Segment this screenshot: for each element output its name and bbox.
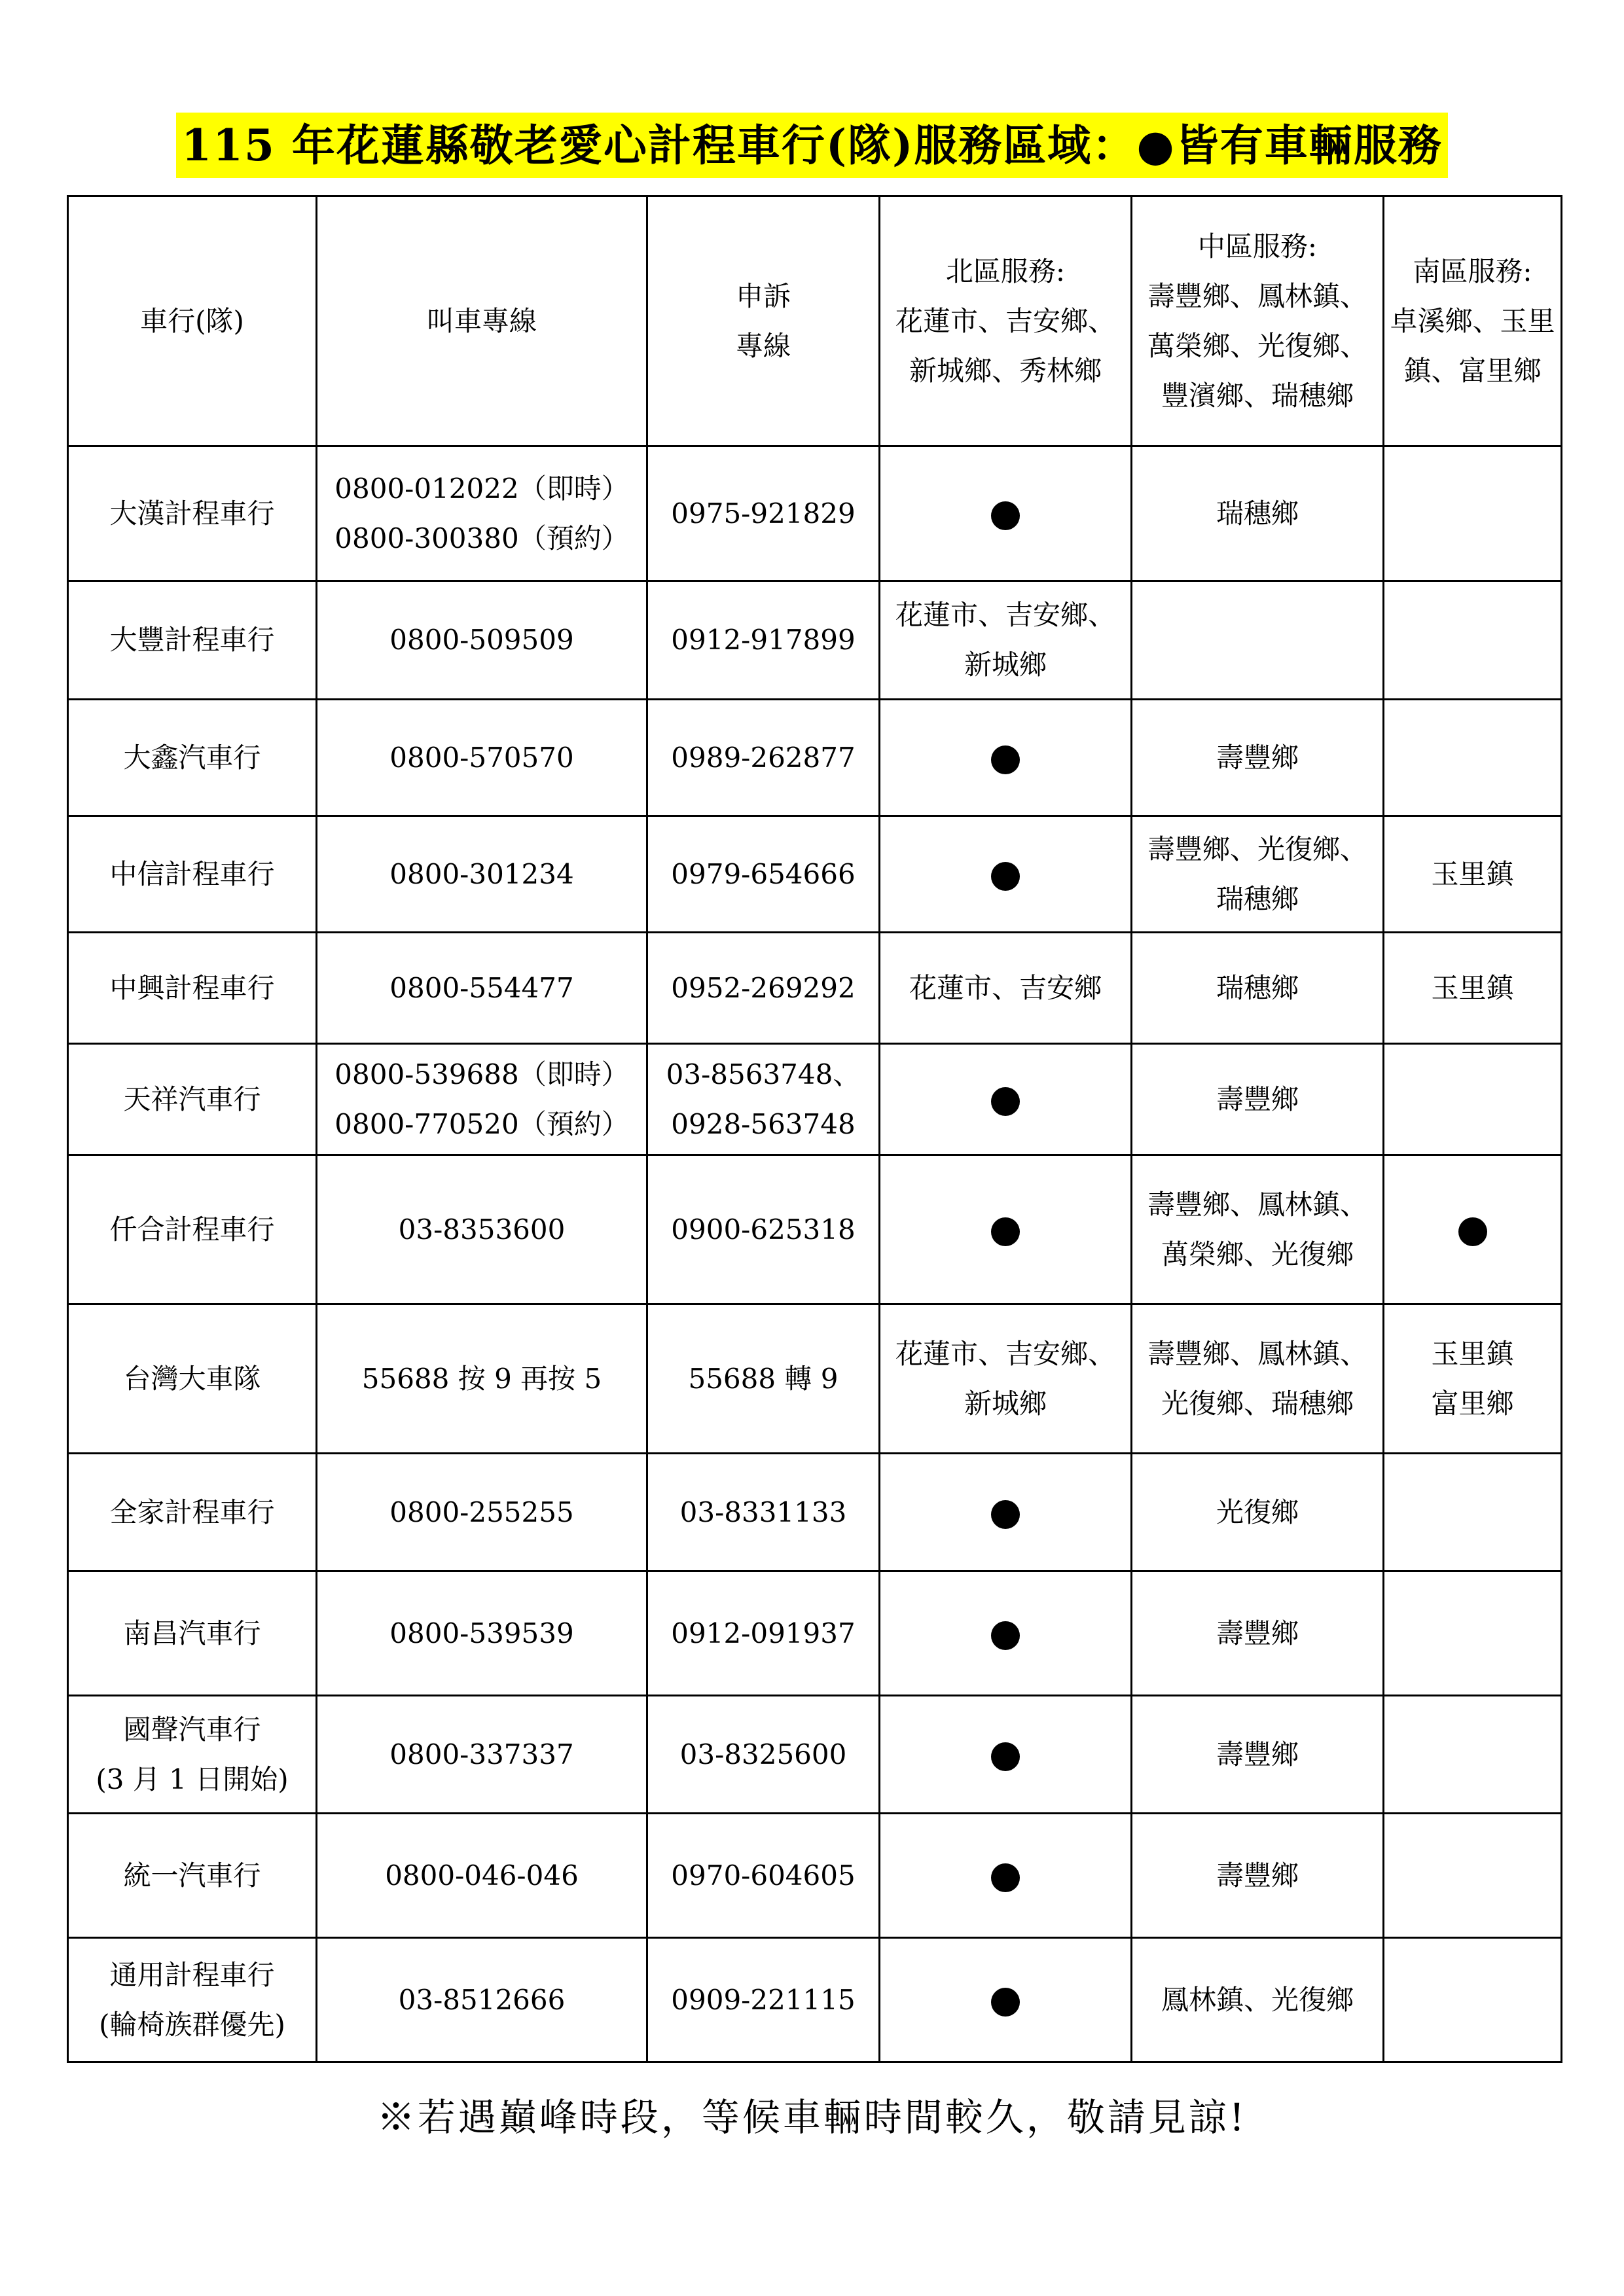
hotline-number-line: 0800-570570: [389, 741, 574, 774]
central-service: [1132, 816, 1384, 933]
company-name: [68, 1938, 317, 2062]
header-hotline: 叫車專線: [317, 196, 647, 446]
header-north-label: 北區服務:: [945, 255, 1066, 287]
service-dot-icon: [991, 501, 1020, 530]
complaint-number-line: 0989-262877: [671, 741, 856, 774]
central-service-text: 鳳林鎮、光復鄉: [1161, 1983, 1354, 2016]
company-name-line: 中信計程車行: [109, 857, 275, 890]
table-row: [68, 446, 1562, 581]
hotline-number: [317, 581, 647, 700]
south-service: [1384, 1938, 1562, 2062]
company-name-line: 大鑫汽車行: [123, 741, 261, 774]
table-row: [68, 1571, 1562, 1696]
central-service: [1132, 1571, 1384, 1696]
complaint-number: [647, 581, 880, 700]
hotline-number: [317, 1304, 647, 1454]
central-service-text: 瑞穗鄉: [1216, 971, 1299, 1004]
central-service-text: 壽豐鄉: [1216, 1617, 1299, 1649]
header-row: [68, 196, 1562, 446]
complaint-number: [647, 1454, 880, 1571]
central-service: [1132, 446, 1384, 581]
header-complaint-line2: 專線: [735, 329, 791, 362]
north-service: [880, 1814, 1132, 1938]
south-service: [1384, 816, 1562, 933]
complaint-number: [647, 933, 880, 1044]
company-name: [68, 446, 317, 581]
company-name-line: 大豐計程車行: [109, 624, 275, 656]
south-service-line: 玉里鎮: [1431, 1337, 1514, 1370]
central-service: [1132, 1044, 1384, 1155]
company-name-line: (輪椅族群優先): [99, 2008, 285, 2041]
south-service: [1384, 1304, 1562, 1454]
service-dot-icon: [991, 1217, 1020, 1246]
south-service: [1384, 1696, 1562, 1814]
complaint-number-line: 0912-091937: [671, 1617, 856, 1649]
footnote: ※若遇巔峰時段，等候車輛時間較久，敬請見諒!: [376, 2095, 1248, 2140]
hotline-number: [317, 1155, 647, 1304]
north-service-text: 花蓮市、吉安鄉: [909, 971, 1102, 1004]
complaint-number-line: 0928-563748: [671, 1107, 856, 1140]
central-service: [1132, 1814, 1384, 1938]
service-dot-icon: [991, 745, 1020, 774]
company-name: [68, 816, 317, 933]
table-row: [68, 1696, 1562, 1814]
north-service-text: 花蓮市、吉安鄉、新城鄉: [895, 1337, 1115, 1420]
complaint-number-line: 0970-604605: [671, 1859, 856, 1892]
central-service: [1132, 1938, 1384, 2062]
south-service: [1384, 446, 1562, 581]
company-name: [68, 1814, 317, 1938]
central-service: [1132, 1696, 1384, 1814]
header-south-label: 南區服務:: [1413, 255, 1532, 287]
company-name: [68, 1454, 317, 1571]
table-row: [68, 816, 1562, 933]
company-name-line: 統一汽車行: [123, 1859, 261, 1892]
hotline-number-line: 0800-300380（預約）: [334, 522, 629, 554]
complaint-number: [647, 1044, 880, 1155]
complaint-number-line: 0912-917899: [671, 624, 856, 656]
north-service-text: 花蓮市、吉安鄉、新城鄉: [895, 599, 1115, 681]
company-name-line: 國聲汽車行: [123, 1713, 261, 1746]
company-name-line: 通用計程車行: [109, 1958, 275, 1991]
north-service: [880, 816, 1132, 933]
header-company: 車行(隊): [68, 196, 317, 446]
hotline-number-line: 0800-255255: [389, 1496, 574, 1528]
company-name-line: 全家計程車行: [109, 1496, 275, 1528]
hotline-number-line: 0800-046-046: [385, 1859, 579, 1892]
central-service-text: 光復鄉: [1216, 1496, 1299, 1528]
central-service: [1132, 1304, 1384, 1454]
table-row: [68, 1044, 1562, 1155]
central-service: [1132, 700, 1384, 816]
central-service-text: 壽豐鄉、鳳林鎮、萬榮鄉、光復鄉: [1147, 1188, 1367, 1270]
hotline-number: [317, 700, 647, 816]
hotline-number-line: 0800-770520（預約）: [334, 1107, 629, 1140]
table-row: [68, 1304, 1562, 1454]
hotline-number: [317, 1571, 647, 1696]
south-service: [1384, 1155, 1562, 1304]
company-name: [68, 581, 317, 700]
table-row: [68, 1155, 1562, 1304]
central-service-text: 壽豐鄉: [1216, 1738, 1299, 1770]
hotline-number-line: 0800-509509: [389, 624, 574, 656]
complaint-number: [647, 1155, 880, 1304]
service-dot-icon: [991, 862, 1020, 891]
central-service-text: 壽豐鄉、光復鄉、瑞穗鄉: [1147, 833, 1367, 915]
table-row: [68, 1938, 1562, 2062]
complaint-number-line: 03-8563748、: [666, 1058, 861, 1090]
central-service: [1132, 1155, 1384, 1304]
hotline-number-line: 0800-539539: [389, 1617, 574, 1649]
hotline-number-line: 0800-337337: [389, 1738, 574, 1770]
hotline-number-line: 0800-012022（即時）: [334, 472, 629, 505]
company-name: [68, 1044, 317, 1155]
hotline-number-line: 0800-301234: [389, 857, 574, 890]
north-service: [880, 581, 1132, 700]
complaint-number-line: 0909-221115: [671, 1983, 856, 2016]
company-name: [68, 1155, 317, 1304]
south-service: [1384, 1454, 1562, 1571]
south-service: [1384, 1044, 1562, 1155]
company-name-line: 仟合計程車行: [109, 1213, 275, 1246]
complaint-number-line: 0975-921829: [671, 497, 856, 529]
service-dot-icon: [991, 1621, 1020, 1650]
company-name-line: 南昌汽車行: [123, 1617, 261, 1649]
header-north: [880, 196, 1132, 446]
hotline-number: [317, 1044, 647, 1155]
service-dot-icon: [991, 1500, 1020, 1529]
hotline-number: [317, 933, 647, 1044]
north-service: [880, 1454, 1132, 1571]
north-service: [880, 933, 1132, 1044]
complaint-number: [647, 1304, 880, 1454]
central-service: [1132, 581, 1384, 700]
complaint-number: [647, 816, 880, 933]
table-row: [68, 1454, 1562, 1571]
complaint-number-line: 0952-269292: [671, 971, 856, 1004]
south-service-text: 玉里鎮: [1431, 857, 1514, 890]
south-service: [1384, 1571, 1562, 1696]
table-row: [68, 581, 1562, 700]
central-service: [1132, 933, 1384, 1044]
hotline-number: [317, 1696, 647, 1814]
central-service-text: 瑞穗鄉: [1216, 497, 1299, 529]
south-service-text: 玉里鎮: [1431, 971, 1514, 1004]
south-service: [1384, 700, 1562, 816]
north-service: [880, 1571, 1132, 1696]
hotline-number: [317, 446, 647, 581]
header-complaint-line1: 申訴: [735, 279, 791, 312]
complaint-number-line: 03-8331133: [679, 1496, 847, 1528]
south-service: [1384, 933, 1562, 1044]
hotline-number-line: 55688 按 9 再按 5: [361, 1362, 602, 1395]
south-service: [1384, 1814, 1562, 1938]
header-central-label: 中區服務:: [1197, 230, 1318, 262]
company-name: [68, 933, 317, 1044]
complaint-number: [647, 1938, 880, 2062]
north-service: [880, 1304, 1132, 1454]
header-south: [1384, 196, 1562, 446]
north-service: [880, 1938, 1132, 2062]
complaint-number: [647, 1696, 880, 1814]
north-service: [880, 1696, 1132, 1814]
company-name: [68, 1304, 317, 1454]
service-dot-icon: [991, 1863, 1020, 1892]
hotline-number: [317, 1814, 647, 1938]
service-table: [67, 195, 1562, 2063]
company-name-line: 中興計程車行: [109, 971, 275, 1004]
complaint-number-line: 03-8325600: [679, 1738, 847, 1770]
service-dot-icon: [991, 1988, 1020, 2017]
hotline-number: [317, 1938, 647, 2062]
central-service-text: 壽豐鄉: [1216, 1859, 1299, 1892]
central-service-text: 壽豐鄉、鳳林鎮、光復鄉、瑞穗鄉: [1147, 1337, 1367, 1420]
company-name-line: 天祥汽車行: [123, 1083, 261, 1115]
company-name: [68, 700, 317, 816]
complaint-number: [647, 1814, 880, 1938]
header-central: [1132, 196, 1384, 446]
central-service: [1132, 1454, 1384, 1571]
complaint-number-line: 0900-625318: [671, 1213, 856, 1246]
header-north-areas: 花蓮市、吉安鄉、新城鄉、秀林鄉: [895, 304, 1115, 387]
north-service: [880, 446, 1132, 581]
south-service-line: 富里鄉: [1431, 1387, 1514, 1420]
hotline-number-line: 0800-539688（即時）: [334, 1058, 629, 1090]
complaint-number: [647, 446, 880, 581]
south-service: [1384, 581, 1562, 700]
hotline-number: [317, 1454, 647, 1571]
company-name-line: 台灣大車隊: [123, 1362, 261, 1395]
company-name-line: (3 月 1 日開始): [96, 1763, 289, 1795]
north-service: [880, 1155, 1132, 1304]
complaint-number: [647, 1571, 880, 1696]
hotline-number-line: 03-8512666: [398, 1983, 566, 2016]
table-row: [68, 700, 1562, 816]
company-name: [68, 1571, 317, 1696]
hotline-number: [317, 816, 647, 933]
service-dot-icon: [991, 1087, 1020, 1116]
north-service: [880, 1044, 1132, 1155]
header-central-areas: 壽豐鄉、鳳林鎮、萬榮鄉、光復鄉、豐濱鄉、瑞穗鄉: [1147, 279, 1367, 412]
table-row: [68, 1814, 1562, 1938]
company-name-line: 大漢計程車行: [109, 497, 275, 529]
service-dot-icon: [991, 1742, 1020, 1771]
page-title: 115 年花蓮縣敬老愛心計程車行(隊)服務區域：●皆有車輛服務: [176, 113, 1448, 178]
company-name: [68, 1696, 317, 1814]
hotline-number-line: 0800-554477: [389, 971, 574, 1004]
header-south-areas: 卓溪鄉、玉里鎮、富里鄉: [1390, 304, 1555, 387]
complaint-number-line: 55688 轉 9: [688, 1362, 839, 1395]
header-complaint: [647, 196, 880, 446]
complaint-number: [647, 700, 880, 816]
complaint-number-line: 0979-654666: [671, 857, 856, 890]
table-row: [68, 933, 1562, 1044]
central-service-text: 壽豐鄉: [1216, 1083, 1299, 1115]
service-dot-icon: [1458, 1217, 1487, 1246]
central-service-text: 壽豐鄉: [1216, 741, 1299, 774]
north-service: [880, 700, 1132, 816]
hotline-number-line: 03-8353600: [398, 1213, 566, 1246]
